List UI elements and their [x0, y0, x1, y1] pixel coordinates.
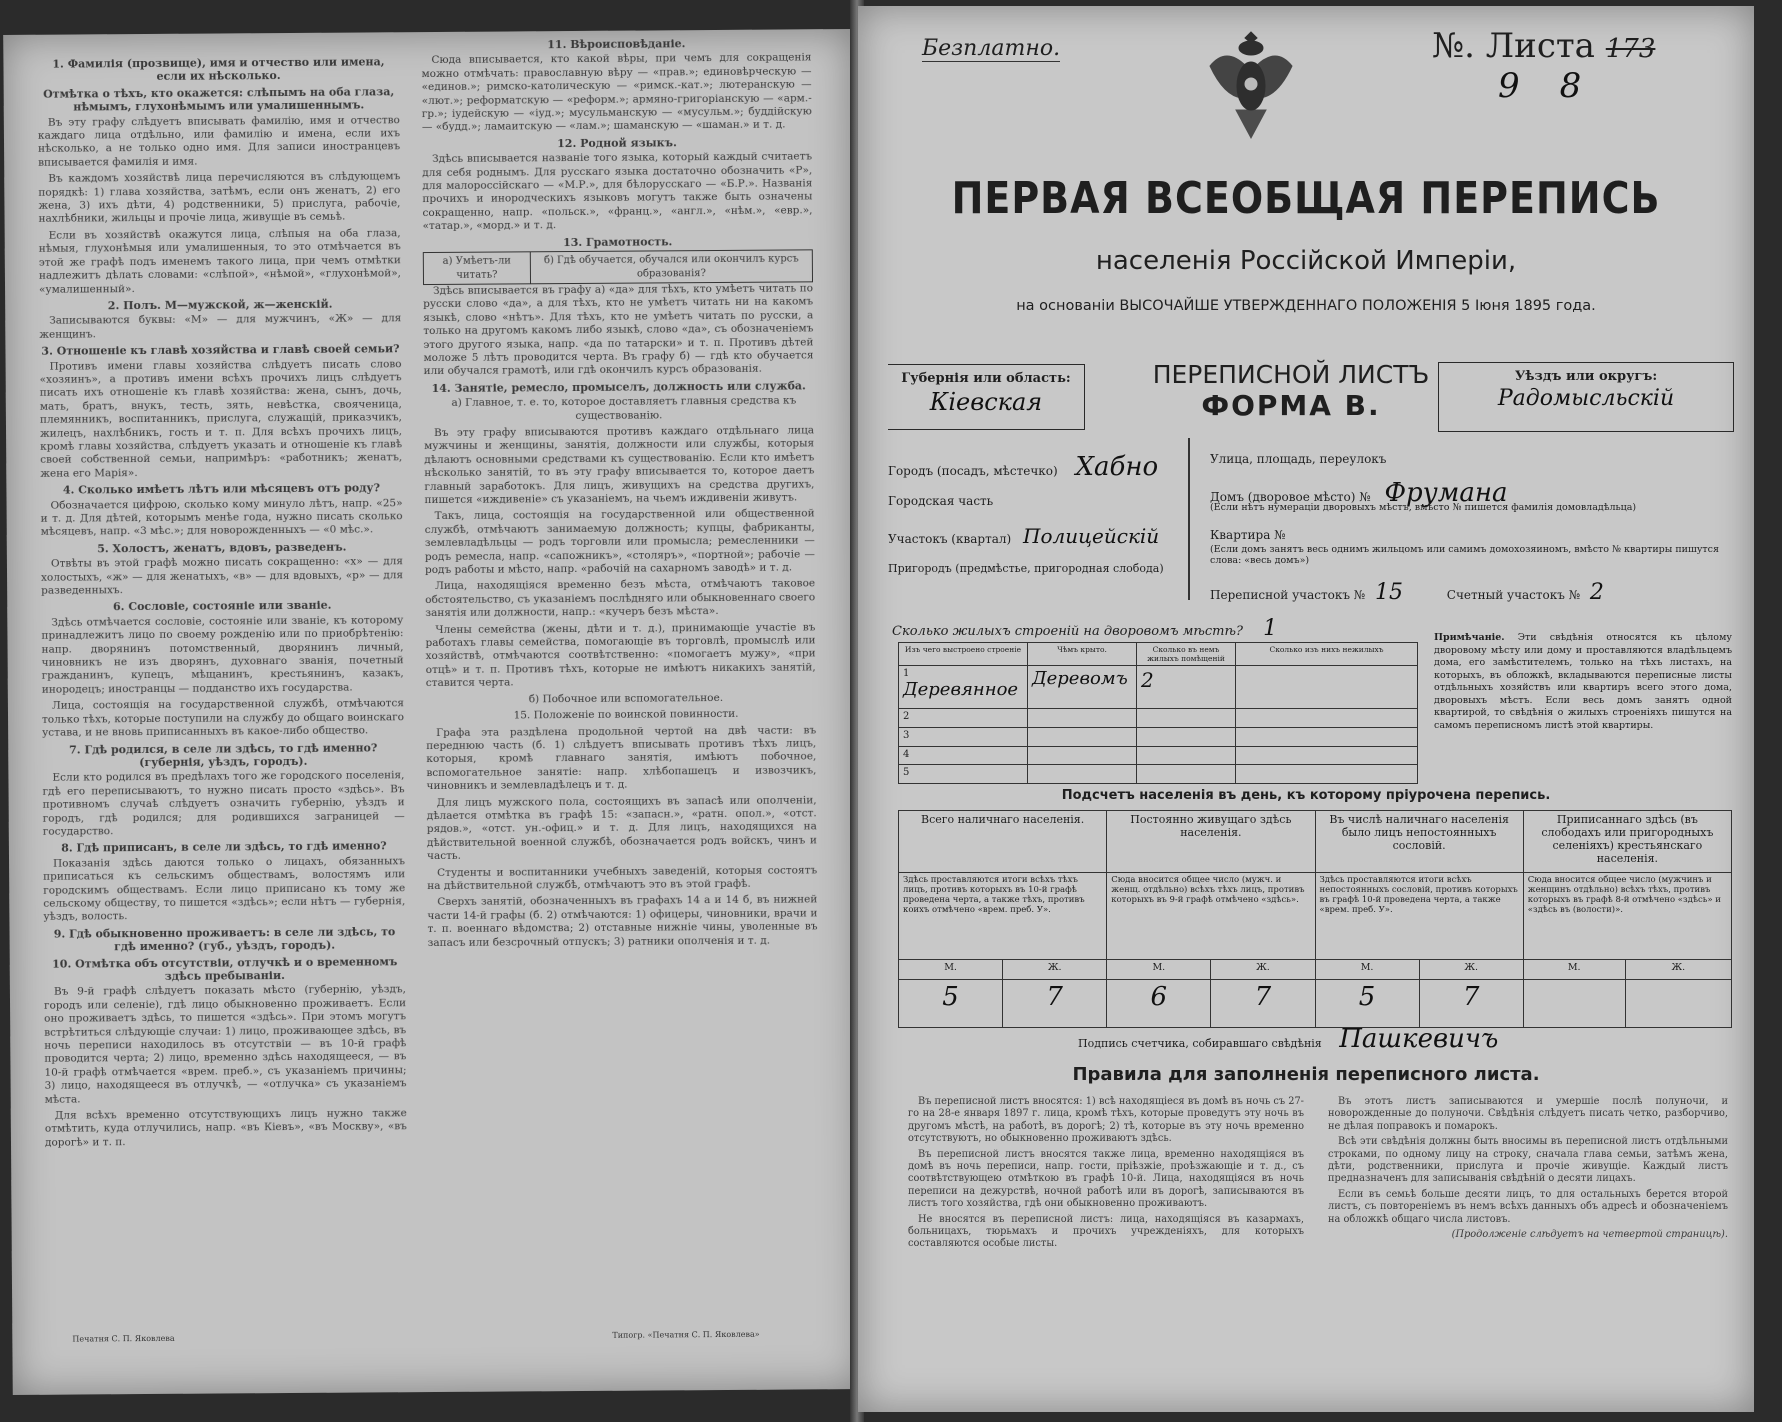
- pop-head-total: Всего наличнаго населенія.: [899, 811, 1107, 873]
- heading-marital: 5. Холостъ, женатъ, вдовъ, разведенъ.: [97, 540, 347, 556]
- uezd-label: Уѣздъ или округъ:: [1514, 369, 1658, 384]
- heading-relation: 3. Отношеніе къ главѣ хозяйства и главѣ своей семьи?: [41, 342, 400, 358]
- heading-family: 1. Фамилія (прозвище), имя и отчество или имена, если их нѣсколько.: [52, 55, 385, 84]
- buildings-row: 2: [899, 709, 1418, 728]
- buildings-row: 5: [899, 765, 1418, 784]
- literacy-a: а) Умѣетъ-ли читать?: [423, 252, 530, 285]
- pop-head-peasant: Приписаннаго здѣсь (въ слободахъ или пригородныхъ селеніяхъ) крестьянскаго населенія.: [1523, 811, 1731, 873]
- perepis-uch-value: 15: [1374, 580, 1403, 605]
- buildings-note: [1434, 632, 1732, 732]
- rules-title: Правила для заполненія переписного листа.: [1072, 1064, 1540, 1085]
- sheet-number-label: [1432, 26, 1655, 66]
- chast-label: Городская часть: [888, 494, 994, 508]
- ulitsa-label: Улица, площадь, переулокъ: [1210, 452, 1387, 466]
- buildings-row: 1 Деревянное Деревомъ 2: [899, 666, 1418, 709]
- pop-total-m: 5: [899, 980, 1003, 1028]
- building-count: 2: [1137, 666, 1236, 709]
- form-name-line2: ФОРМА В.: [1201, 389, 1381, 422]
- heading-occupation: 14. Занятіе, ремесло, промыселъ, должность или служба.: [431, 379, 806, 395]
- address-divider: [1188, 438, 1190, 600]
- census-basis: на основаніи ВЫСОЧАЙШЕ УТВЕРЖДЕННАГО ПОЛОЖЕНІЯ 5 Іюня 1895 года.: [1016, 298, 1596, 314]
- heading-registered: 8. Гдѣ приписанъ, в селе ли здѣсь, то гдѣ именно?: [61, 839, 387, 855]
- signature-label: Подпись счетчика, собиравшаго свѣдѣнія: [1078, 1037, 1322, 1050]
- building-material: Деревянное: [903, 679, 1019, 700]
- buildings-note-title: Примѣчаніе.: [1434, 632, 1505, 643]
- rules-column-right: Въ этотъ листъ записываются и умершіе послѣ полуночи, и новорожденные до полуночи. Свѣдѣнія слѣдуетъ писать четко, разборчиво, не дѣлая поправокъ и помарокъ. Всѣ эти свѣдѣнія должны быть вносимы въ переписной листъ отдѣльными строками, по одному лицу на строку, сначала глава семьи, затѣмъ жена, дѣти, родственники, прислуга и прочіе живущіе. Каждый листъ предназначенъ для записыванія свѣдѣній о десяти лицахъ. Если въ семьѣ больше десяти лицъ, то для остальныхъ берется второй листъ, съ повтореніемъ въ немъ всѣхъ данныхъ объ адресѣ и обозначеніемъ на обложкѣ общаго числа листовъ. (Продолженіе слѣдуетъ на четвертой страницѣ).: [1328, 1096, 1728, 1241]
- buildings-table: [898, 642, 1418, 784]
- pop-head-nonpermanent: Въ числѣ наличнаго населенія было лицъ непостоянныхъ сословій.: [1315, 811, 1523, 873]
- sheet-label-text: №. Листа: [1432, 26, 1595, 66]
- left-column-1: 1. Фамилія (прозвище), имя и отчество или имена, если их нѣсколько. Отмѣтка о тѣхъ, кто окажется: слѣпымъ на оба глаза, нѣмымъ, глухонѣмымъ или умалишеннымъ. Въ эту графу слѣдуетъ вписывать фамилію, имя и отчество каждаго лица отдѣльно, или фамилію и имена, если ихъ нѣсколько, а не только одно имя. Для записи иностранцевъ вписывается фамилія и имя. Въ каждомъ хозяйствѣ лица перечисляются въ слѣдующемъ порядкѣ: 1) глава хозяйства, затѣмъ, если онъ женатъ, 2) его жена, 3) ихъ дѣти, 4) родственники, 5) прислуга, рабочіе, нахлѣбники, жильцы и прочіе лица, живущіе въ семьѣ. Если въ хозяйствѣ окажутся лица, слѣпыя на оба глаза, нѣмыя, глухонѣмыя или умалишенныя, то это отмѣчается въ этой же графѣ подъ именемъ такого лица, при чемъ отмѣтки надлежитъ дѣлать словами: «слѣпой», «нѣмой», «глухонѣмой», «умалишенный». 2. Полъ. М—мужской, ж—женскій. Записываются буквы: «М» — для мужчинъ, «Ж» — для женщинъ. 3. Отношеніе къ главѣ хозяйства и главѣ своей семьи? Противъ имени главы хозяйства слѣдуетъ писать слово «хозяинъ», а противъ имени всѣхъ прочихъ лицъ слѣдуетъ писать ихъ отношеніе къ главѣ хозяйства: жена, сынъ, дочь, мать, братъ, внукъ, тесть, зять, невѣстка, свояченица, племянникъ, воспитанникъ, прислуга, служащій, приказчикъ, жилецъ, нахлѣбникъ, гость и т. п. Для всѣхъ прочихъ лицъ, кромѣ главы хозяйства, слѣдуетъ указать и отношеніе къ главѣ своей собственной семьи, напримѣръ: «работникъ; женатъ, жена его Марія». 4. Сколько имѣетъ лѣтъ или мѣсяцевъ отъ роду? Обозначается цифрою, сколько кому минуло лѣтъ, напр. «25» и т. д. Для дѣтей, которымъ менѣе года, нужно писать сколько мѣсяцевъ, напр. «3 мѣс.»; для новорожденныхъ — «0 мѣс.». 5. Холостъ, женатъ, вдовъ, разведенъ. Отвѣты въ этой графѣ можно писать сокращенно: «х» — для холостыхъ, «ж» — для женатыхъ, «в» — для вдовыхъ, «р» — для разведенныхъ. 6. Сословіе, состояніе или званіе. Здѣсь отмѣчается сословіе, состояніе или званіе, къ которому принадлежитъ лицо по своему рожденію или по приобрѣтенію: напр. дворянинъ потомственный, дворянинъ личный, чиновникъ не изъ дворянъ, духовнаго званія, почетный гражданинъ, купецъ, мѣщанинъ, крестьянинъ, казакъ, инородецъ; иностранцы — подданство ихъ государства. Лица, состоящія на государственной службѣ, отмѣчаются только тѣхъ, которые поступили на службу до общаго воинскаго устава, и не вновь приписанныхъ въ какое-либо общество. 7. Гдѣ родился, в селе ли здѣсь, то гдѣ именно? (губернія, уѣздъ, городъ). Если кто родился въ предѣлахъ того же городского поселенія, гдѣ его переписываютъ, то нужно писать просто «здѣсь». Въ противномъ случаѣ слѣдуетъ означить губернію, уѣздъ и городъ, гдѣ родился; для родившихся заграницей — государство. 8. Гдѣ приписанъ, в селе ли здѣсь, то гдѣ именно? Показанія здѣсь даются только о лицахъ, обязанныхъ приписаться къ сельскимъ обществамъ, волостямъ или городскимъ обществамъ. Если лицо приписано къ тому же сельскому обществу, то пишется «здѣсь»; если нѣтъ — губернія, уѣздъ, волость. 9. Гдѣ обыкновенно проживаетъ: в селе ли здѣсь, то гдѣ именно? (губ., уѣздъ, городъ). 10. Отмѣтка объ отсутствіи, отлучкѣ и о временномъ здѣсь пребываніи. Въ 9-й графѣ слѣдуетъ показать мѣсто (губернію, уѣздъ, городъ или селеніе), гдѣ лицо обыкновенно проживаетъ. Если оно проживаетъ здѣсь, то пишется «здѣсь». При этомъ могутъ встрѣтиться слѣдующіе случаи: 1) лицо, проживающее здѣсь, въ ночь переписи находилось въ отсутствіи — въ 10-й графѣ проводится черта; 2) лицо, временно здѣсь находящееся, — въ 10-й графѣ отмѣчается «врем. преб.», съ указаніемъ причины; 3) лицо, находящееся въ отлучкѣ, — «отлучка» съ указаніемъ мѣста. Для всѣхъ временно отсутствующихъ лицъ нужно также отмѣтить, куда отлучились, напр. «въ Кіевъ», «въ Москву», «въ дорогѣ» и т. п.: [37, 55, 407, 1149]
- pop-desc-permanent: Сюда вносится общее число (мужч. и женщ. отдѣльно) всѣхъ тѣхъ лицъ, противъ которыхъ въ 9-й графѣ отмѣчено «здѣсь».: [1107, 873, 1315, 960]
- signature-value: Пашкевичъ: [1339, 1024, 1499, 1054]
- pop-m-label: М.: [899, 960, 1003, 980]
- gorod-label: Городъ (посадъ, мѣстечко): [888, 464, 1058, 478]
- right-page: [858, 6, 1754, 1412]
- gubernia-label: Губернія или область:: [901, 371, 1071, 386]
- pop-m-label: М.: [1523, 960, 1625, 980]
- dom-value: Фрумана: [1384, 478, 1508, 508]
- heading-age: 4. Сколько имѣетъ лѣтъ или мѣсяцевъ отъ роду?: [62, 481, 381, 497]
- left-column-2: 11. Вѣроисповѣданіе. Сюда вписывается, кто какой вѣры, при чемъ для сокращенія можно отмѣчать: православную вѣру — «прав.»; единовѣрческую — «единов.»; римско-католическую — «римск.-кат.»; лютеранскую — «лют.»; реформатскую — «реформ.»; армяно-григоріанскую — «арм.-гр.»; іудейскую — «іуд.»; мусульманскую — «мусульм.»; буддійскую — «будд.»; ламаитскую — «лам.»; шаманскую — «шаман.» и т. д. 12. Родной языкъ. Здѣсь вписывается названіе того языка, который каждый считаетъ для себя роднымъ. Для русскаго языка достаточно обозначить «Р», для малороссійскаго — «М.Р.», для бѣлорусскаго — «Б.Р.». Названія прочихъ и инородческихъ языковъ могутъ также быть означены сокращенно, напр. «польск.», «франц.», «англ.», «нѣм.», «евр.», «татар.», «морд.» и т. д. 13. Грамотность. а) Умѣетъ-ли читать? б) Гдѣ обучается, обучался или окончилъ курсъ образованія? Здѣсь вписывается въ графу а) «да» для тѣхъ, кто умѣетъ читать по русски слово «да», а для тѣхъ, кто не умѣетъ читать ни на какомъ языкѣ, слово «нѣтъ». Для тѣхъ, кто не умѣетъ читать по русски, а только на другомъ какомъ либо языкѣ, слово «да», съ обозначеніемъ этого другого языка, напр. «да по татарски» и т. п. Противъ дѣтей моложе 5 лѣтъ проводится черта. Въ графу б) — гдѣ кто обучается или обучался грамотѣ, или гдѣ окончилъ курсъ образованія. 14. Занятіе, ремесло, промыселъ, должность или служба. а) Главное, т. е. то, которое доставляетъ главныя средства къ существованію. Въ эту графу вписываются противъ каждаго отдѣльнаго лица мужчины и женщины, занятія, должности или службы, которыя дѣлаютъ основными средствами къ существованію. Если кто имѣетъ нѣсколько занятій, то въ эту графу вписывается то, которое даетъ главный заработокъ. Для лицъ, живущихъ на средства другихъ, пишется «иждивеніе» съ указаніемъ, на чьемъ иждивеніи живутъ. Такъ, лица, состоящія на государственной или общественной службѣ, отмѣчаютъ занимаемую должность; купцы, фабриканты, землевладѣльцы — родъ торговли или промысла; ремесленники — родъ ремесла, напр. «сапожникъ», «столяръ», «портной»; рабочіе — родъ работы и мѣсто, напр. «рабочій на сахарномъ заводѣ» и т. д. Лица, находящіяся временно безъ мѣста, отмѣчаютъ таковое обстоятельство, съ указаніемъ послѣдняго или обыкновеннаго своего занятія или должности, напр.: «кучеръ безъ мѣста». Члены семейства (жены, дѣти и т. д.), принимающіе участіе въ работахъ главы семейства, помогающіе въ торговлѣ, промыслѣ или хозяйствѣ, отмѣчаются соотвѣтственно: «помогаетъ мужу», «при отцѣ» и т. п. Противъ тѣхъ, которые не имѣютъ никакихъ занятій, ставится черта. б) Побочное или вспомогательное. 15. Положеніе по воинской повинности. Графа эта раздѣлена продольной чертой на двѣ части: въ переднюю часть (б. 1) слѣдуетъ вписывать противъ тѣхъ лицъ, которыя, кромѣ главнаго занятія, имѣютъ побочное, вспомогательное занятіе: напр. хлѣбопашецъ и извозчикъ, чиновникъ и землевладѣлецъ и т. д. Для лицъ мужского пола, состоящихъ въ запасѣ или ополченіи, дѣлается отмѣтка въ графѣ 15: «запасн.», «ратн. опол.», «отст. рядов.», «отст. ун.-офиц.» и т. д. Для лицъ, находящихся на дѣйствительной военной службѣ, обозначается родъ войскъ, чинъ и часть. Студенты и воспитанники учебныхъ заведеній, которыя состоятъ на дѣйствительной службѣ, отмѣчаютъ это въ этой графѣ. Сверхъ занятій, обозначенныхъ въ графахъ 14 а и 14 б, въ нижней части 14-й графы (б. 2) отмѣчаются: 1) офицеры, чиновники, врачи и т. п. военнаго вѣдомства; 2) отставные нижніе чины, уволенные въ запасъ или безсрочный отпускъ; 3) ратники ополченія и т. д.: [421, 37, 818, 949]
- rules-footer: (Продолженіе слѣдуетъ на четвертой страницѣ).: [1451, 1229, 1728, 1241]
- pop-m-label: М.: [1315, 960, 1419, 980]
- census-subtitle: населенія Россійской Имперіи,: [1095, 246, 1517, 276]
- buildings-row: 4: [899, 746, 1418, 765]
- gubernia-box: [888, 364, 1085, 430]
- pop-desc-total: Здѣсь проставляются итоги всѣхъ тѣхъ лицъ, противъ которыхъ въ 10-й графѣ проведена черта, а также тѣхъ, противъ коихъ отмѣчено «врем. преб. У».: [899, 873, 1107, 960]
- pop-permanent-zh: 7: [1211, 980, 1315, 1028]
- buildings-head-nonres: Сколько изъ нихъ нежилыхъ: [1236, 643, 1418, 666]
- schetny-uch-label: Счетный участокъ №: [1446, 588, 1581, 602]
- buildings-answer: 1: [1263, 616, 1278, 641]
- building-roof: Деревомъ: [1028, 666, 1137, 709]
- pop-peasant-m: [1523, 980, 1625, 1028]
- pop-head-permanent: Постоянно живущаго здѣсь населенія.: [1107, 811, 1315, 873]
- uchastok-label: Участокъ (квартал): [888, 532, 1012, 546]
- pop-peasant-zh: [1625, 980, 1731, 1028]
- heading-religion: 11. Вѣроисповѣданіе.: [547, 37, 686, 52]
- buildings-head-roof: Чѣмъ крыто.: [1028, 643, 1137, 666]
- population-table: [898, 810, 1732, 1028]
- gubernia-value: Кіевская: [929, 388, 1043, 416]
- buildings-head-count: Сколько въ немъ жилыхъ помѣщеній: [1137, 643, 1236, 666]
- heading-disabled: Отмѣтка о тѣхъ, кто окажется: слѣпымъ на оба глаза, нѣмымъ, глухонѣмымъ или умалишеннымъ.: [43, 85, 395, 114]
- schetny-uch-value: 2: [1589, 580, 1604, 605]
- left-page: [3, 29, 860, 1395]
- rules-paragraph-1: Въ переписной листъ вносятся: 1) всѣ находящіеся въ домѣ въ ночь съ 27-го на 28-е января 1897 г. лица, кромѣ тѣхъ, которые проведутъ эту ночь въ другомъ мѣстѣ, на работѣ, въ дорогѣ; 2) тѣ, которые въ эту ночь временно отсутствуютъ, но обыкновенно проживаютъ здѣсь.: [908, 1096, 1304, 1145]
- rules-paragraph-2: Всѣ эти свѣдѣнія должны быть вносимы въ переписной листъ отдѣльными строками, по одному лицу на строку, сначала глава семьи, затѣмъ жена, дѣти, родственники, прислуга и прочіе живущіе. Каждый листъ предназначенъ для записыванія свѣдѣній о десяти лицахъ.: [1328, 1136, 1728, 1185]
- heading-estate: 6. Сословіе, состояніе или званіе.: [112, 599, 332, 614]
- pop-permanent-m: 6: [1107, 980, 1211, 1028]
- pop-zh-label: Ж.: [1419, 960, 1523, 980]
- heading-sex: 2. Полъ. М—мужской, ж—женскій.: [107, 297, 333, 313]
- kvartira-note: (Если домъ занятъ весь однимъ жильцомъ или самимъ домохозяиномъ, вмѣсто № квартиры пишутся слова: «весь домъ»): [1210, 544, 1719, 566]
- heading-occupation-a: а) Главное, т. е. то, которое доставляетъ главныя средства къ существованію.: [451, 394, 797, 422]
- uchastki-row: [1210, 580, 1770, 605]
- buildings-question: Сколько жилыхъ строеній на дворовомъ мѣстѣ?: [892, 624, 1243, 639]
- gorod-row: [888, 452, 1188, 482]
- imprint-right: Типогр. «Печатня С. П. Яковлева»: [612, 1329, 760, 1340]
- buildings-row: 3: [899, 727, 1418, 746]
- pop-zh-label: Ж.: [1211, 960, 1315, 980]
- census-title: ПЕРВАЯ ВСЕОБЩАЯ ПЕРЕПИСЬ: [951, 172, 1661, 224]
- literacy-b: б) Гдѣ обучается, обучался или окончилъ курсъ образованія?: [530, 250, 812, 284]
- kvartira-label: Квартира №: [1210, 528, 1286, 542]
- rules-column-left: Въ переписной листъ вносятся: 1) всѣ находящіеся въ домѣ въ ночь съ 27-го на 28-е января 1897 г. лица, кромѣ тѣхъ, которые проведутъ эту ночь въ другомъ мѣстѣ, на работѣ, въ дорогѣ; 2) тѣ, которые въ эту ночь временно отсутствуютъ, но обыкновенно проживаютъ здѣсь. Въ переписной листъ вносятся также лица, временно находящіяся въ домѣ въ ночь переписи, напр. гости, пріѣзжіе, проѣзжающіе и т. д., съ соотвѣтствующею отмѣткою въ графѣ 10-й. Лица, находящіяся въ ночь переписи на дежурствѣ, ночной работѣ или въ дорогѣ, записываются въ листъ того хозяйства, гдѣ они обыкновенно проживаютъ. Не вносятся въ переписной листъ: лица, находящіяся въ казармахъ, больницахъ, тюрьмахъ и прочихъ учрежденіяхъ, для которыхъ составляются особые листы.: [908, 1096, 1304, 1250]
- literacy-subheads: [423, 249, 813, 285]
- heading-birthplace: 7. Гдѣ родился, в селе ли здѣсь, то гдѣ именно? (губернія, уѣздъ, городъ).: [69, 740, 378, 769]
- dom-note: (Если нѣтъ нумераціи дворовыхъ мѣстъ, вмѣсто № пишется фамилія домовладѣльца): [1210, 502, 1637, 513]
- pop-zh-label: Ж.: [1003, 960, 1107, 980]
- prigorod-label: Пригородъ (предмѣстье, пригородная слобода): [888, 562, 1164, 575]
- pop-zh-label: Ж.: [1625, 960, 1731, 980]
- heading-occupation-b: б) Побочное или вспомогательное.: [528, 691, 724, 706]
- heading-literacy: 13. Грамотность.: [563, 234, 673, 249]
- form-name: [1088, 360, 1494, 422]
- population-title: Подсчетъ населенія въ день, къ которому пріурочена перепись.: [1061, 788, 1551, 803]
- free-label: Безплатно.: [922, 36, 1061, 61]
- pop-nonperm-m: 5: [1315, 980, 1419, 1028]
- uchastok-value: Полицейскій: [1023, 524, 1160, 548]
- perepis-uch-label: Переписной участокъ №: [1210, 588, 1366, 602]
- heading-residence: 9. Гдѣ обыкновенно проживаетъ: в селе ли здѣсь, то гдѣ именно? (губ., уѣздъ, городъ).: [53, 925, 396, 954]
- pop-desc-nonpermanent: Здѣсь проставляются итоги всѣхъ непостоянныхъ сословій, противъ которыхъ въ графѣ 10-й проведена черта, а также «врем. преб. У».: [1315, 873, 1523, 960]
- sheet-number-handwritten: 98: [1498, 66, 1622, 106]
- pop-total-zh: 7: [1003, 980, 1107, 1028]
- pop-nonperm-zh: 7: [1419, 980, 1523, 1028]
- uezd-box: [1438, 362, 1734, 432]
- pop-m-label: М.: [1107, 960, 1211, 980]
- heading-absence: 10. Отмѣтка объ отсутствіи, отлучкѣ и о временномъ здѣсь пребываніи.: [52, 954, 398, 983]
- imprint-left: Печатня С. П. Яковлева: [72, 1333, 175, 1344]
- heading-military: 15. Положеніе по воинской повинности.: [513, 707, 739, 722]
- dom-label: Домъ (дворовое мѣсто) №: [1210, 490, 1371, 504]
- uchastok-row: [888, 524, 1188, 548]
- sheet-number-struck: 173: [1605, 34, 1656, 64]
- heading-language: 12. Родной языкъ.: [557, 136, 677, 150]
- pop-desc-peasant: Сюда вносится общее число (мужчинъ и женщинъ отдѣльно) всѣхъ тѣхъ, противъ которыхъ въ графѣ 8-й отмѣчено «здѣсь» и «здѣсь въ (волости)».: [1523, 873, 1731, 960]
- gorod-value: Хабно: [1075, 452, 1159, 482]
- uezd-value: Радомысльскій: [1497, 386, 1675, 411]
- buildings-note-text: Эти свѣдѣнія относятся къ цѣлому дворовому мѣсту или дому и проставляются владѣльцемъ дома, его замѣстителемъ, только на тѣхъ листахъ, на которыхъ, въ обложкѣ, вкладываются переписные листы отдѣльныхъ хозяйствъ или квартиръ всего этого дома, дворовыхъ мѣстъ. Если весь домъ занятъ одной квартирой, то свѣдѣнія о жилыхъ строеніяхъ пишутся на самомъ переписномъ листѣ этой квартиры.: [1434, 632, 1732, 731]
- buildings-head-material: Изъ чего выстроено строеніе: [899, 643, 1028, 666]
- buildings-question-row: [892, 616, 1277, 641]
- signature-row: [1078, 1024, 1698, 1054]
- imperial-eagle-emblem: [1196, 26, 1306, 146]
- form-name-line1: ПЕРЕПИСНОЙ ЛИСТЪ: [1152, 360, 1430, 389]
